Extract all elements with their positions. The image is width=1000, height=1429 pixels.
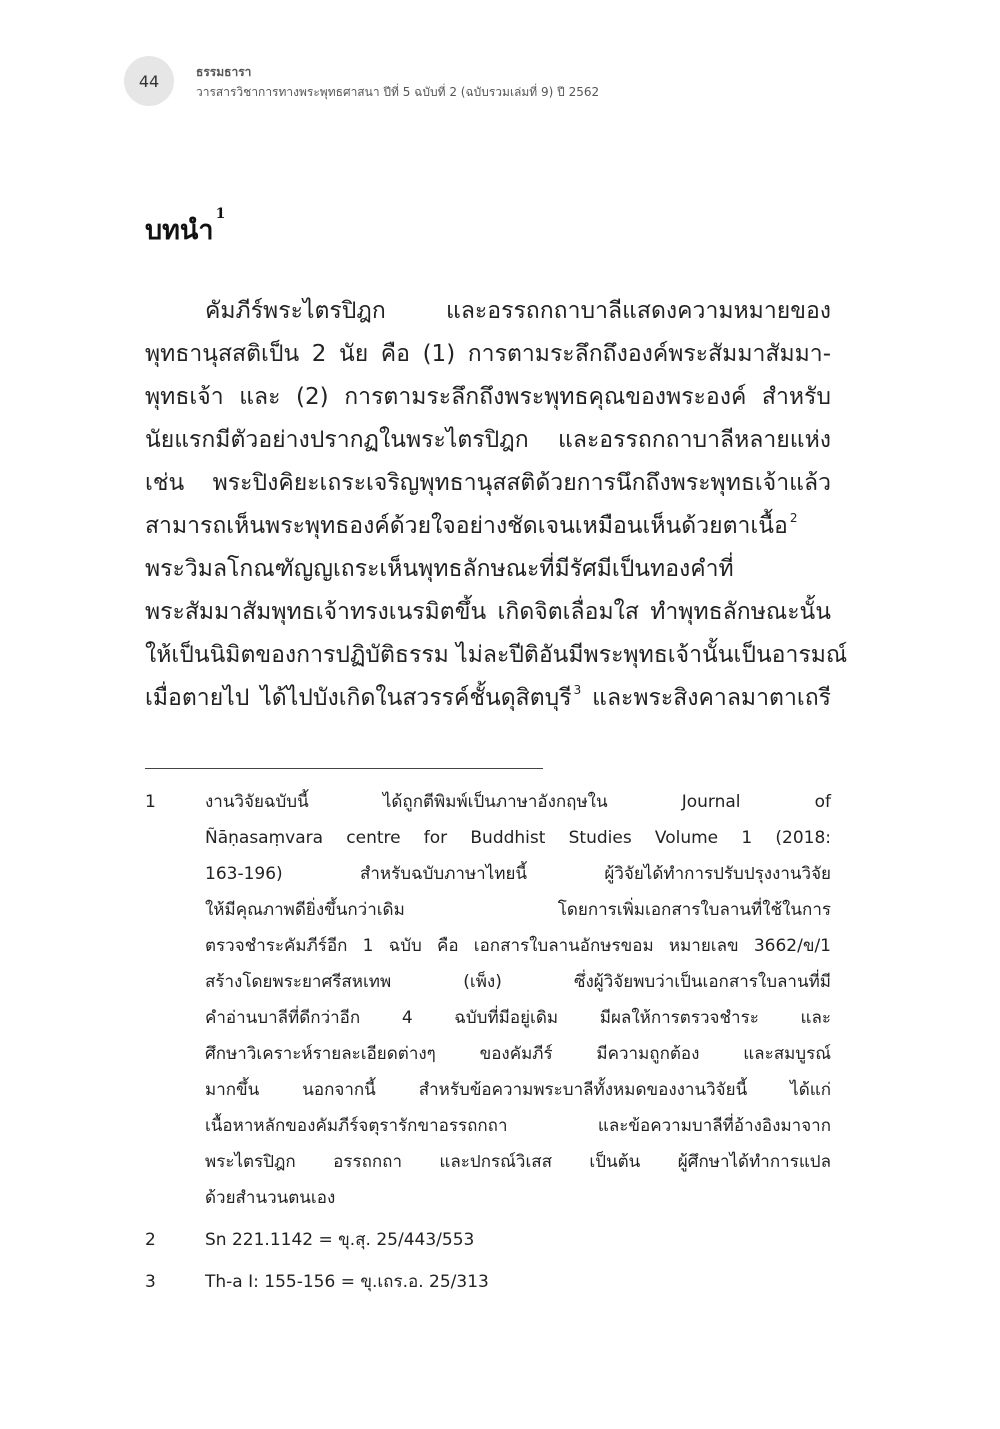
footnote-line: เนื้อหาหลักของคัมภีร์จตุรารักขาอรรถกถา และข้อความบาลีที่อ้างอิงมาจาก (205, 1116, 831, 1136)
footnote-ref-3: 3 (573, 683, 582, 697)
footnote-line: Sn 221.1142 = ขุ.สุ. 25/443/553 (205, 1230, 475, 1250)
footnote-number: 2 (145, 1230, 156, 1250)
body-line: พุทธานุสสติเป็น 2 นัย คือ (1) การตามระลึกถึงองค์พระสัมมาสัมมา- (145, 341, 831, 367)
footnote-line: ให้มีคุณภาพดียิ่งขึ้นกว่าเดิม โดยการเพิ่มเอกสารใบลานที่ใช้ในการ (205, 900, 831, 920)
section-title: บทนำ (145, 215, 214, 246)
journal-name: ธรรมธารา (196, 65, 252, 79)
footnote-3 (145, 1264, 831, 1300)
footnote-ref-1: 1 (215, 206, 226, 222)
body-line-text: เมื่อตายไป ได้ไปบังเกิดในสวรรค์ชั้นดุสิตบุรี (145, 685, 572, 711)
body-line (145, 677, 831, 720)
footnote-line: คำอ่านบาลีที่ดีกว่าอีก 4 ฉบับที่มีอยู่เดิม มีผลให้การตรวจชำระ และ (205, 1008, 831, 1028)
footnote-1 (145, 784, 831, 1216)
footnote-2 (145, 1222, 831, 1258)
body-line (145, 505, 831, 548)
footnote-ref-2: 2 (789, 511, 798, 525)
footnote-line: ตรวจชำระคัมภีร์อีก 1 ฉบับ คือ เอกสารใบลานอักษรขอม หมายเลข 3662/ข/1 (205, 936, 831, 956)
body-line: คัมภีร์พระไตรปิฎก และอรรถกถาบาลีแสดงความหมายของ (205, 298, 831, 324)
footnote-line: งานวิจัยฉบับนี้ ได้ถูกตีพิมพ์เป็นภาษาอังกฤษใน Journal of (205, 792, 831, 812)
body-line: เช่น พระปิงคิยะเถระเจริญพุทธานุสสติด้วยการนึกถึงพระพุทธเจ้าแล้ว (145, 470, 831, 496)
footnote-number: 3 (145, 1272, 156, 1292)
body-line-text: และพระสิงคาลมาตาเถรี (592, 685, 831, 711)
footnote-line: Ñāṇasaṃvara centre for Buddhist Studies Volume 1 (2018: (205, 828, 831, 848)
body-line-text: สามารถเห็นพระพุทธองค์ด้วยใจอย่างชัดเจนเหมือนเห็นด้วยตาเนื้อ (145, 513, 788, 539)
section-heading (145, 208, 225, 251)
footnote-line: ด้วยสำนวนตนเอง (205, 1188, 336, 1208)
body-line: พระวิมลโกณฑัญญเถระเห็นพุทธลักษณะที่มีรัศมีเป็นทองคำที่ (145, 556, 734, 582)
body-line: ให้เป็นนิมิตของการปฏิบัติธรรม ไม่ละปีติอันมีพระพุทธเจ้านั้นเป็นอารมณ์ (145, 642, 848, 668)
footnote-line: Th-a I: 155-156 = ขุ.เถร.อ. 25/313 (205, 1272, 489, 1292)
journal-subtitle: วารสารวิชาการทางพระพุทธศาสนา ปีที่ 5 ฉบับที่ 2 (ฉบับรวมเล่มที่ 9) ปี 2562 (196, 85, 600, 99)
body-line: พระสัมมาสัมพุทธเจ้าทรงเนรมิตขึ้น เกิดจิตเลื่อมใส ทำพุทธลักษณะนั้น (145, 599, 831, 625)
footnote-line: ศึกษาวิเคราะห์รายละเอียดต่างๆ ของคัมภีร์ มีความถูกต้อง และสมบูรณ์ (205, 1044, 831, 1064)
footnote-line: สร้างโดยพระยาศรีสหเทพ (เพ็ง) ซึ่งผู้วิจัยพบว่าเป็นเอกสารใบลานที่มี (205, 972, 831, 992)
footnote-line: มากขึ้น นอกจากนี้ สำหรับข้อความพระบาลีทั้งหมดของงานวิจัยนี้ ได้แก่ (205, 1080, 831, 1100)
body-paragraph (145, 290, 848, 720)
footnote-divider (145, 768, 543, 769)
footnote-number: 1 (145, 792, 156, 812)
footnote-line: 163-196) สำหรับฉบับภาษาไทยนี้ ผู้วิจัยได้ทำการปรับปรุงงานวิจัย (205, 864, 831, 884)
body-line: นัยแรกมีตัวอย่างปรากฏในพระไตรปิฎก และอรรถกถาบาลีหลายแห่ง (145, 427, 831, 453)
footnote-line: พระไตรปิฎก อรรถกถา และปกรณ์วิเสส เป็นต้น ผู้ศึกษาได้ทำการแปล (205, 1152, 831, 1172)
footnotes (145, 784, 831, 1300)
body-line: พุทธเจ้า และ (2) การตามระลึกถึงพระพุทธคุณของพระองค์ สำหรับ (145, 384, 831, 410)
page-number: 44 (124, 56, 174, 106)
